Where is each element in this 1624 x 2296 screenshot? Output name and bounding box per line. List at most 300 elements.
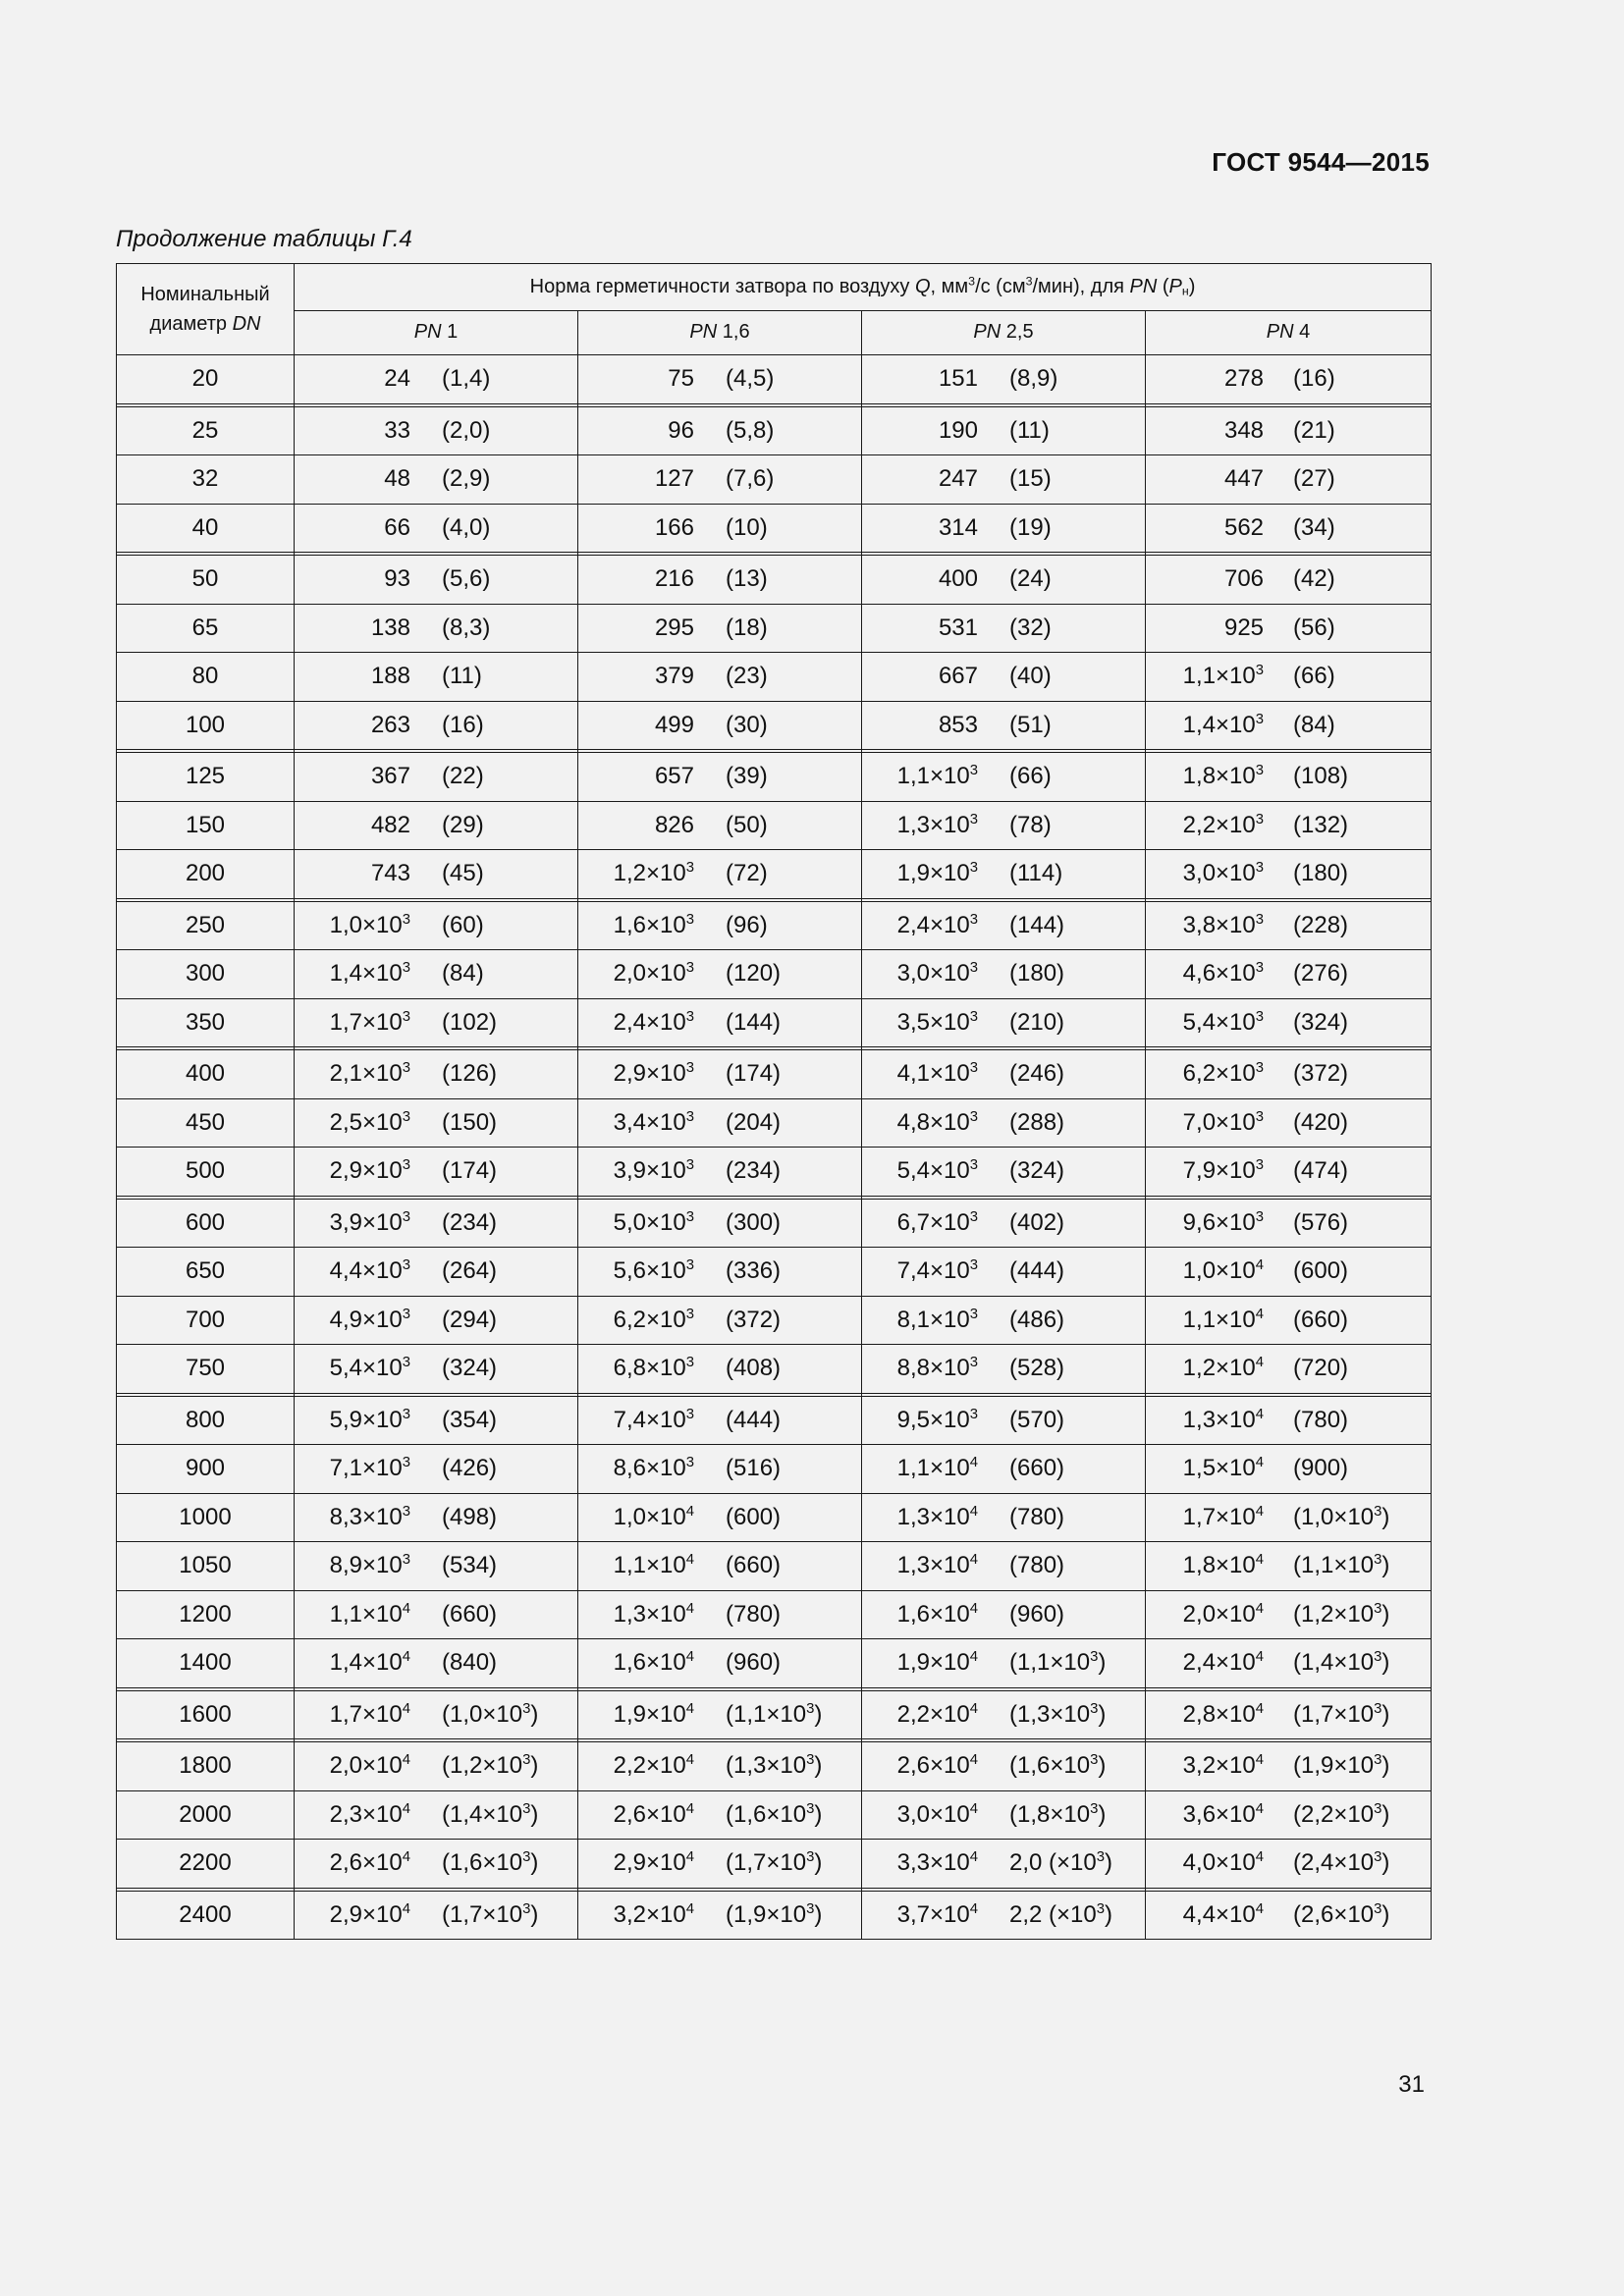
leak-rate-cell-pn-1	[295, 556, 578, 605]
leak-rate-cell-pn-4	[1146, 1248, 1432, 1297]
leak-rate-mm3s: 367	[370, 763, 410, 790]
leak-rate-mm3s: $8,1\times 10^3$	[896, 1306, 978, 1333]
leak-rate-cm3min: (324)	[442, 1355, 498, 1382]
leak-rate-cell-content	[295, 1445, 577, 1493]
leak-rate-cell-content	[1146, 1742, 1431, 1790]
leak-rate-mm3s: 706	[1223, 565, 1265, 593]
leak-rate-cell-content	[295, 850, 577, 898]
leak-rate-cell-pn-1-6	[578, 355, 862, 404]
leak-rate-cell-pn-4	[1146, 1590, 1432, 1639]
leak-rate-cm3min: (114)	[1009, 860, 1063, 887]
leak-rate-cell-pn-1-6	[578, 1493, 862, 1542]
leak-rate-mm3s: $1,8\times 10^4$	[1182, 1552, 1265, 1579]
leak-rate-cell-content	[862, 1840, 1145, 1888]
leak-rate-mm3s: 66	[384, 513, 410, 541]
leak-rate-cm3min: (29)	[442, 811, 484, 838]
leak-rate-cell-pn-4	[1146, 604, 1432, 653]
leak-rate-cell-pn-2-5	[862, 1891, 1146, 1940]
leak-rate-cm3min: $(1,0\times 10^3)$	[442, 1700, 539, 1728]
leak-rate-mm3s: 400	[938, 565, 978, 593]
leak-rate-cell-pn-1-6	[578, 753, 862, 802]
leak-rate-cell-pn-4	[1146, 850, 1432, 899]
leak-rate-cell-content	[862, 1591, 1145, 1639]
leak-rate-cell-pn-1	[295, 1790, 578, 1840]
leak-rate-mm3s: $1,9\times 10^4$	[896, 1649, 978, 1677]
table-row	[117, 801, 1432, 850]
leak-rate-cell-pn-1	[295, 1098, 578, 1148]
leak-rate-cm3min: $(1,9\times 10^3)$	[1293, 1752, 1390, 1780]
leak-rate-cell-content	[862, 1691, 1145, 1739]
leak-rate-cell-pn-2-5	[862, 1098, 1146, 1148]
leak-rate-cm3min: (444)	[1009, 1257, 1065, 1285]
leak-rate-cell-pn-1-6	[578, 1199, 862, 1248]
table-row	[117, 1639, 1432, 1688]
leak-rate-cm3min: (420)	[1293, 1108, 1349, 1136]
leak-rate-cell-pn-4	[1146, 1790, 1432, 1840]
leak-rate-cell-content	[862, 702, 1145, 750]
leak-rate-mm3s: 657	[654, 763, 694, 790]
leak-rate-cm3min: (372)	[1293, 1060, 1349, 1088]
leak-rate-cm3min: (780)	[1009, 1503, 1065, 1530]
leak-rate-cell-pn-2-5	[862, 1248, 1146, 1297]
leak-rate-mm3s: $1,6\times 10^4$	[613, 1649, 694, 1677]
leak-rate-cm3min: (51)	[1009, 711, 1052, 738]
leak-rate-cm3min: (4,0)	[442, 513, 491, 541]
leak-rate-cm3min: (120)	[726, 960, 782, 988]
leak-rate-cm3min: $(2,2\times 10^3)$	[1293, 1800, 1390, 1828]
leak-rate-cell-content	[862, 1542, 1145, 1590]
leak-rate-cell-pn-2-5	[862, 1690, 1146, 1739]
leak-rate-cell-pn-4	[1146, 753, 1432, 802]
leak-rate-cell-pn-2-5	[862, 1542, 1146, 1591]
nominal-diameter-cell: 900	[117, 1445, 295, 1494]
leak-rate-mm3s: 216	[654, 565, 694, 593]
leak-rate-cm3min: (45)	[442, 860, 484, 887]
leak-rate-mm3s: 75	[668, 365, 694, 393]
leak-rate-mm3s: 348	[1223, 416, 1265, 444]
leak-rate-cell-pn-1-6	[578, 998, 862, 1047]
leak-rate-cm3min: (2,9)	[442, 465, 491, 493]
header-pn-1-value: 1	[441, 321, 459, 344]
leak-rate-cm3min: (40)	[1009, 663, 1052, 690]
leak-rate-mm3s: $1,7\times 10^3$	[329, 1008, 410, 1036]
leak-rate-cell-content	[578, 902, 861, 950]
leak-rate-cm3min: $(1,2\times 10^3)$	[442, 1752, 539, 1780]
header-dn-symbol: DN	[232, 313, 261, 335]
leak-rate-cell-pn-1	[295, 1199, 578, 1248]
leak-rate-cell-pn-1-6	[578, 1590, 862, 1639]
leak-rate-cell-content	[578, 605, 861, 653]
leak-rate-mm3s: 190	[938, 416, 978, 444]
leak-rate-cell-pn-4	[1146, 1445, 1432, 1494]
leak-rate-mm3s: $2,8\times 10^4$	[1182, 1700, 1265, 1728]
leak-rate-cell-content	[578, 1445, 861, 1493]
leak-rate-cell-pn-1-6	[578, 504, 862, 553]
nominal-diameter-cell: 32	[117, 455, 295, 505]
leak-rate-cell-pn-1	[295, 1248, 578, 1297]
leak-rate-cm3min: $(1,6\times 10^3)$	[442, 1849, 539, 1877]
leak-rate-mm3s: $1,4\times 10^4$	[329, 1649, 410, 1677]
leak-rate-cm3min: (294)	[442, 1306, 498, 1333]
leak-rate-cell-content	[578, 1639, 861, 1687]
leak-rate-mm3s: 93	[384, 565, 410, 593]
leak-rate-cm3min: (180)	[1293, 860, 1349, 887]
leak-rate-cell-content	[578, 1691, 861, 1739]
leak-rate-cm3min: $(1,4\times 10^3)$	[1293, 1649, 1390, 1677]
leak-rate-cell-pn-4	[1146, 1050, 1432, 1099]
leak-rate-cell-content	[295, 1099, 577, 1148]
leak-rate-cell-content	[295, 1148, 577, 1196]
table-caption: Продолжение таблицы Г.4	[116, 226, 412, 252]
leak-rate-cm3min: (780)	[1009, 1552, 1065, 1579]
nominal-diameter-cell: 150	[117, 801, 295, 850]
leak-rate-mm3s: $9,5\times 10^3$	[896, 1406, 978, 1433]
header-pn-2-5	[862, 310, 1146, 355]
leak-rate-cm3min: (528)	[1009, 1355, 1065, 1382]
leak-rate-cell-pn-2-5	[862, 355, 1146, 404]
leak-rate-cell-content	[1146, 802, 1431, 850]
leak-rate-mm3s: $1,9\times 10^4$	[613, 1700, 694, 1728]
leak-rate-cell-content	[578, 1050, 861, 1098]
table-row	[117, 1590, 1432, 1639]
nominal-diameter-cell: 400	[117, 1050, 295, 1099]
leak-rate-cell-pn-2-5	[862, 1493, 1146, 1542]
leak-rate-cell-content	[295, 1591, 577, 1639]
leak-rate-cell-pn-1	[295, 1493, 578, 1542]
leak-rate-cm3min: (132)	[1293, 811, 1349, 838]
nominal-diameter-cell: 1050	[117, 1542, 295, 1591]
nominal-diameter-cell: 500	[117, 1148, 295, 1197]
leak-rate-cm3min: (13)	[726, 565, 768, 593]
leak-rate-cm3min: (32)	[1009, 614, 1052, 641]
leak-rate-cell-pn-1-6	[578, 1790, 862, 1840]
leak-rate-cell-content	[578, 1248, 861, 1296]
leak-rate-cell-pn-1	[295, 355, 578, 404]
leak-rate-mm3s: $1,4\times 10^3$	[1182, 711, 1265, 738]
leak-rate-cell-content	[1146, 1297, 1431, 1345]
leak-rate-mm3s: $2,0\times 10^4$	[329, 1752, 410, 1780]
leak-rate-cm3min: (30)	[726, 711, 768, 738]
leak-rate-cm3min: (24)	[1009, 565, 1052, 593]
leak-rate-cell-pn-2-5	[862, 701, 1146, 750]
leak-rate-cell-content	[1146, 850, 1431, 898]
leak-rate-cm3min: $(1,4\times 10^3)$	[442, 1800, 539, 1828]
leak-rate-cell-pn-2-5	[862, 1840, 1146, 1889]
nominal-diameter-cell: 750	[117, 1345, 295, 1394]
leak-rate-cell-content	[295, 753, 577, 801]
leak-rate-cell-pn-2-5	[862, 1742, 1146, 1791]
leak-rate-mm3s: 447	[1223, 465, 1265, 493]
leak-rate-cm3min: (39)	[726, 763, 768, 790]
nominal-diameter-cell: 450	[117, 1098, 295, 1148]
leak-rate-cm3min: $(1,2\times 10^3)$	[1293, 1600, 1390, 1628]
leak-rate-cm3min: (60)	[442, 911, 484, 938]
leak-rate-cell-pn-4	[1146, 653, 1432, 702]
leak-rate-cell-content	[1146, 1099, 1431, 1148]
leak-rate-cell-content	[295, 1050, 577, 1098]
leak-rate-mm3s: $1,3\times 10^3$	[896, 811, 978, 838]
leak-rate-cell-content	[578, 653, 861, 701]
leak-rate-mm3s: $1,1\times 10^3$	[1182, 663, 1265, 690]
leak-rate-cell-content	[578, 1494, 861, 1542]
leak-rate-cell-pn-1-6	[578, 1396, 862, 1445]
leak-rate-cell-pn-1	[295, 1690, 578, 1739]
leak-rate-cell-content	[862, 605, 1145, 653]
leak-rate-mm3s: $1,0\times 10^4$	[1182, 1257, 1265, 1285]
leak-rate-cell-content	[862, 950, 1145, 998]
header-nominal-diameter	[117, 264, 295, 355]
leak-rate-mm3s: $8,9\times 10^3$	[329, 1552, 410, 1579]
leak-rate-cm3min: $(1,1\times 10^3)$	[726, 1700, 823, 1728]
leak-rate-cell-content	[295, 556, 577, 604]
leak-rate-cell-pn-1-6	[578, 1345, 862, 1394]
leak-rate-mm3s: $2,1\times 10^3$	[329, 1060, 410, 1088]
header-open-paren: (	[1157, 275, 1169, 297]
leak-rate-mm3s: $1,0\times 10^4$	[613, 1503, 694, 1530]
leak-rate-cell-pn-1	[295, 998, 578, 1047]
leak-rate-cell-pn-4	[1146, 950, 1432, 999]
table-row	[117, 1790, 1432, 1840]
leak-rate-cell-pn-4	[1146, 701, 1432, 750]
leak-rate-mm3s: $6,7\times 10^3$	[896, 1208, 978, 1236]
leak-rate-cell-pn-4	[1146, 1493, 1432, 1542]
leak-rate-cell-content	[1146, 1892, 1431, 1940]
leak-rate-mm3s: $3,0\times 10^3$	[1182, 860, 1265, 887]
leak-rate-cm3min: $(1,3\times 10^3)$	[1009, 1700, 1107, 1728]
leak-rate-mm3s: $3,3\times 10^4$	[896, 1849, 978, 1877]
leak-rate-mm3s: $3,0\times 10^3$	[896, 960, 978, 988]
leak-rate-cell-content	[1146, 902, 1431, 950]
leak-rate-cell-pn-4	[1146, 1690, 1432, 1739]
header-close-paren: )	[1188, 275, 1196, 297]
leak-rate-cell-content	[295, 1639, 577, 1687]
table-row	[117, 556, 1432, 605]
table-header	[117, 264, 1432, 355]
leak-rate-cell-pn-4	[1146, 1891, 1432, 1940]
leak-rate-mm3s: 138	[370, 614, 410, 641]
header-unit3: /мин), для	[1032, 275, 1130, 297]
leak-rate-cm3min: (660)	[442, 1600, 498, 1628]
leak-rate-cell-content	[578, 1542, 861, 1590]
leak-rate-cell-pn-1-6	[578, 701, 862, 750]
leak-rate-cell-content	[862, 1148, 1145, 1196]
leak-rate-cell-content	[295, 999, 577, 1047]
leak-rate-cm3min: (234)	[442, 1208, 498, 1236]
leak-rate-mm3s: $7,0\times 10^3$	[1182, 1108, 1265, 1136]
leak-rate-cell-content	[295, 1742, 577, 1790]
leak-rate-mm3s: $2,9\times 10^4$	[329, 1900, 410, 1928]
leak-rate-mm3s: 925	[1223, 614, 1265, 641]
leak-rate-cell-pn-4	[1146, 998, 1432, 1047]
leak-rate-cm3min: (1,4)	[442, 365, 491, 393]
leak-rate-mm3s: $2,6\times 10^4$	[896, 1752, 978, 1780]
leak-rate-cm3min: (11)	[442, 663, 482, 690]
leak-rate-cm3min: (21)	[1293, 416, 1335, 444]
nominal-diameter-cell: 700	[117, 1296, 295, 1345]
leak-rate-cell-content	[1146, 1494, 1431, 1542]
leak-rate-cell-pn-2-5	[862, 1790, 1146, 1840]
leak-rate-mm3s: $1,7\times 10^4$	[329, 1700, 410, 1728]
leak-rate-cell-content	[295, 1840, 577, 1888]
nominal-diameter-cell: 350	[117, 998, 295, 1047]
leak-rate-cm3min: (780)	[726, 1600, 782, 1628]
leak-rate-cell-pn-1	[295, 801, 578, 850]
leak-rate-cell-content	[578, 702, 861, 750]
leak-rate-cell-pn-1-6	[578, 850, 862, 899]
leak-rate-cell-content	[578, 407, 861, 455]
leak-rate-cell-content	[1146, 605, 1431, 653]
leak-rate-cell-content	[295, 455, 577, 504]
leak-rate-cell-pn-1-6	[578, 950, 862, 999]
leak-rate-mm3s: $1,3\times 10^4$	[896, 1552, 978, 1579]
leak-rate-cell-pn-1-6	[578, 1296, 862, 1345]
leak-rate-cell-content	[862, 1892, 1145, 1940]
leak-rate-cm3min: (576)	[1293, 1208, 1349, 1236]
leak-rate-cell-content	[578, 850, 861, 898]
leak-rate-cm3min: (96)	[726, 911, 768, 938]
table-row	[117, 1148, 1432, 1197]
leak-rate-cm3min: (288)	[1009, 1108, 1065, 1136]
leak-rate-cm3min: (426)	[442, 1455, 498, 1482]
nominal-diameter-cell: 800	[117, 1396, 295, 1445]
leak-rate-mm3s: 667	[938, 663, 978, 690]
leak-rate-cell-pn-2-5	[862, 556, 1146, 605]
leak-rate-mm3s: $3,6\times 10^4$	[1182, 1800, 1265, 1828]
leak-rate-cell-content	[578, 753, 861, 801]
leak-rate-mm3s: 48	[384, 465, 410, 493]
leak-rate-cell-content	[295, 1791, 577, 1840]
leak-rate-cell-pn-1	[295, 406, 578, 455]
leak-rate-mm3s: $1,0\times 10^3$	[329, 911, 410, 938]
leak-rate-cell-content	[1146, 1691, 1431, 1739]
leak-rate-mm3s: 531	[938, 614, 978, 641]
leak-rate-cm3min: (204)	[726, 1108, 782, 1136]
leak-rate-mm3s: $7,9\times 10^3$	[1182, 1157, 1265, 1185]
leak-rate-cm3min: (5,6)	[442, 565, 491, 593]
leak-rate-cell-pn-2-5	[862, 1590, 1146, 1639]
leak-rate-cell-content	[295, 1345, 577, 1393]
leak-rate-mm3s: 743	[370, 860, 410, 887]
leak-rate-cell-pn-1	[295, 604, 578, 653]
leak-rate-cell-content	[862, 1445, 1145, 1493]
leak-rate-cm3min: (10)	[726, 513, 768, 541]
leak-rate-cell-content	[862, 1791, 1145, 1840]
header-unit1: , мм	[930, 275, 969, 297]
leak-rate-cell-content	[1146, 1345, 1431, 1393]
leak-rate-cm3min: (8,3)	[442, 614, 491, 641]
leak-rate-cm3min: $(1,8\times 10^3)$	[1009, 1800, 1107, 1828]
leak-rate-cell-pn-1	[295, 950, 578, 999]
leak-rate-cell-pn-4	[1146, 1296, 1432, 1345]
leak-rate-cell-content	[578, 1099, 861, 1148]
leak-rate-cm3min: (660)	[1009, 1455, 1065, 1482]
leak-rate-mm3s: 295	[654, 614, 694, 641]
table-row	[117, 1493, 1432, 1542]
table-row	[117, 1840, 1432, 1889]
leak-rate-mm3s: $4,4\times 10^3$	[329, 1257, 410, 1285]
leak-rate-cell-content	[295, 1494, 577, 1542]
header-pn-1	[295, 310, 578, 355]
leak-rate-mm3s: $3,0\times 10^4$	[896, 1800, 978, 1828]
nominal-diameter-cell: 250	[117, 901, 295, 950]
nominal-diameter-cell: 20	[117, 355, 295, 404]
leak-rate-cm3min: (534)	[442, 1552, 498, 1579]
leak-rate-cell-content	[578, 802, 861, 850]
leak-rate-cell-pn-1-6	[578, 653, 862, 702]
leak-rate-mm3s: 482	[370, 811, 410, 838]
leak-rate-cell-content	[295, 1200, 577, 1248]
leak-rate-cell-pn-1	[295, 1590, 578, 1639]
nominal-diameter-cell: 2400	[117, 1891, 295, 1940]
leak-rate-mm3s: $4,9\times 10^3$	[329, 1306, 410, 1333]
leak-rate-cell-content	[1146, 653, 1431, 701]
leak-rate-cell-content	[578, 1591, 861, 1639]
leak-rate-mm3s: $2,9\times 10^4$	[613, 1849, 694, 1877]
leak-rate-cell-content	[1146, 1639, 1431, 1687]
leak-rate-cell-pn-1-6	[578, 1840, 862, 1889]
leak-rate-mm3s: $2,2\times 10^3$	[1182, 811, 1265, 838]
leak-rate-cell-content	[295, 355, 577, 403]
nominal-diameter-cell: 40	[117, 504, 295, 553]
nominal-diameter-cell: 25	[117, 406, 295, 455]
leak-rate-mm3s: 127	[654, 465, 694, 493]
leak-rate-cm3min: (4,5)	[726, 365, 775, 393]
leak-rate-cell-content	[1146, 1445, 1431, 1493]
leak-rate-table	[116, 263, 1432, 1940]
leak-rate-cm3min: (23)	[726, 663, 768, 690]
leak-rate-cm3min: (276)	[1293, 960, 1349, 988]
leak-rate-cell-content	[578, 950, 861, 998]
leak-rate-cell-pn-4	[1146, 1840, 1432, 1889]
leak-rate-mm3s: 853	[938, 711, 978, 738]
header-leak-rate-group	[295, 264, 1432, 311]
leak-rate-cell-content	[862, 556, 1145, 604]
nominal-diameter-cell: 80	[117, 653, 295, 702]
leak-rate-cm3min: (300)	[726, 1208, 782, 1236]
header-pn-symbol: PN	[1129, 275, 1158, 297]
leak-rate-mm3s: 562	[1223, 513, 1265, 541]
leak-rate-cell-pn-1-6	[578, 556, 862, 605]
leak-rate-cell-content	[862, 407, 1145, 455]
nominal-diameter-cell: 125	[117, 753, 295, 802]
leak-rate-mm3s: $1,1\times 10^4$	[613, 1552, 694, 1579]
leak-rate-cell-pn-2-5	[862, 504, 1146, 553]
leak-rate-cell-content	[862, 802, 1145, 850]
leak-rate-cell-content	[862, 1248, 1145, 1296]
leak-rate-cm3min: (144)	[726, 1008, 782, 1036]
leak-rate-cell-pn-1	[295, 753, 578, 802]
leak-rate-cell-pn-1-6	[578, 1148, 862, 1197]
leak-rate-mm3s: $7,1\times 10^3$	[329, 1455, 410, 1482]
leak-rate-cell-content	[295, 505, 577, 553]
leak-rate-cm3min: (516)	[726, 1455, 782, 1482]
leak-rate-cm3min: (2,0)	[442, 416, 491, 444]
leak-rate-cm3min: (180)	[1009, 960, 1065, 988]
leak-rate-cell-content	[578, 1840, 861, 1888]
leak-rate-cell-pn-2-5	[862, 1199, 1146, 1248]
leak-rate-cell-pn-1	[295, 1542, 578, 1591]
leak-rate-cell-content	[578, 1148, 861, 1196]
leak-rate-mm3s: $1,9\times 10^3$	[896, 860, 978, 887]
leak-rate-cell-content	[1146, 407, 1431, 455]
table-row	[117, 998, 1432, 1047]
leak-rate-cm3min: 2,0 $(\times 10^3)$	[1009, 1849, 1113, 1877]
leak-rate-cell-pn-1-6	[578, 1542, 862, 1591]
leak-rate-cm3min: $(2,4\times 10^3)$	[1293, 1849, 1390, 1877]
leak-rate-cell-pn-4	[1146, 1098, 1432, 1148]
leak-rate-cell-pn-4	[1146, 455, 1432, 505]
leak-rate-cell-pn-4	[1146, 406, 1432, 455]
